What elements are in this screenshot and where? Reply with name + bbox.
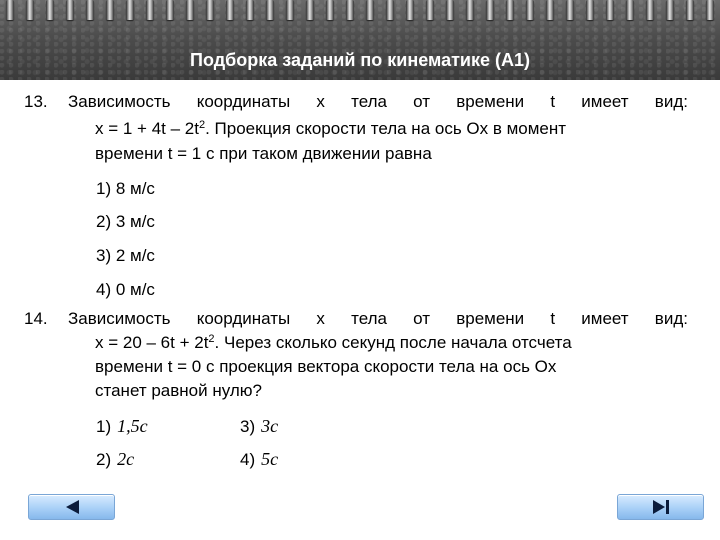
- binding-ring: [66, 0, 74, 20]
- binding-ring: [486, 0, 494, 20]
- option-label: 3): [240, 417, 256, 436]
- binding-ring: [566, 0, 574, 20]
- option-value: 5с: [261, 449, 279, 469]
- binding-ring: [586, 0, 594, 20]
- option-value: 2с: [117, 449, 135, 469]
- binding-ring: [666, 0, 674, 20]
- option-label: 4): [240, 450, 256, 469]
- option-label: 2): [96, 450, 112, 469]
- formula-exponent: 2: [198, 119, 206, 131]
- option-label: 1): [96, 417, 112, 436]
- binding-ring: [86, 0, 94, 20]
- answer-option-4: 4) 0 м/с: [96, 280, 155, 299]
- answer-option-3: 3) 2 м/с: [96, 246, 155, 265]
- binding-ring: [706, 0, 714, 20]
- binding-ring: [146, 0, 154, 20]
- question-text: . Через сколько секунд после начала отсчета: [214, 333, 572, 352]
- binding-ring: [326, 0, 334, 20]
- question-word: х: [316, 92, 325, 111]
- binding-ring: [406, 0, 414, 20]
- answer-option-3: [240, 416, 278, 437]
- question-word: имеет: [581, 92, 629, 111]
- answer-option-2: 2) 3 м/с: [96, 212, 155, 231]
- binding-ring: [6, 0, 14, 20]
- formula: х = 1 + 4t – 2t: [95, 119, 199, 138]
- binding-ring: [126, 0, 134, 20]
- question-word: t: [550, 92, 556, 111]
- option-value: 3с: [261, 416, 279, 436]
- formula: х = 20 – 6t + 2t: [95, 333, 209, 352]
- question-word: тела: [351, 92, 387, 111]
- binding-ring: [626, 0, 634, 20]
- skip-forward-icon: [650, 499, 672, 515]
- binding-ring: [546, 0, 554, 20]
- question-line: станет равной нулю?: [95, 381, 262, 400]
- question-line: [68, 92, 688, 112]
- question-word: Зависимость: [68, 309, 171, 328]
- question-word: от: [413, 309, 431, 328]
- answer-option-4: [240, 449, 278, 470]
- question-word: времени: [456, 92, 525, 111]
- question-word: от: [413, 92, 431, 111]
- slide-title: Подборка заданий по кинематике (А1): [190, 50, 530, 70]
- play-left-icon: [63, 499, 81, 515]
- binding-ring: [26, 0, 34, 20]
- question-text: . Проекция скорости тела на ось Оx в момент: [205, 119, 567, 138]
- task-number: 13.: [24, 92, 48, 111]
- question-word: тела: [351, 309, 387, 328]
- binding-ring: [466, 0, 474, 20]
- answer-option-1: [96, 416, 148, 437]
- question-word: координаты: [196, 309, 291, 328]
- question-line: [68, 309, 688, 329]
- binding-ring: [226, 0, 234, 20]
- binding-ring: [46, 0, 54, 20]
- question-word: вид:: [654, 92, 688, 111]
- binding-ring: [386, 0, 394, 20]
- question-line: времени t = 0 с проекция вектора скорости тела на ось Оx: [95, 357, 557, 376]
- binding-ring: [606, 0, 614, 20]
- binding-ring: [426, 0, 434, 20]
- binding-ring: [446, 0, 454, 20]
- spiral-binding: [6, 0, 714, 20]
- slide-header: [0, 0, 720, 80]
- task-number: 14.: [24, 309, 48, 328]
- binding-ring: [506, 0, 514, 20]
- binding-ring: [306, 0, 314, 20]
- question-word: имеет: [581, 309, 629, 328]
- last-slide-button[interactable]: [617, 494, 704, 520]
- question-word: t: [550, 309, 556, 328]
- binding-ring: [266, 0, 274, 20]
- binding-ring: [246, 0, 254, 20]
- question-formula-line: [95, 333, 572, 353]
- question-word: вид:: [654, 309, 688, 328]
- binding-ring: [166, 0, 174, 20]
- previous-slide-button[interactable]: [28, 494, 115, 520]
- question-word: х: [316, 309, 325, 328]
- answer-option-2: [96, 449, 134, 470]
- binding-ring: [646, 0, 654, 20]
- binding-ring: [686, 0, 694, 20]
- binding-ring: [106, 0, 114, 20]
- binding-ring: [286, 0, 294, 20]
- option-value: 1,5с: [117, 416, 148, 436]
- binding-ring: [186, 0, 194, 20]
- binding-ring: [206, 0, 214, 20]
- binding-ring: [346, 0, 354, 20]
- binding-ring: [366, 0, 374, 20]
- question-formula-line: [95, 119, 566, 139]
- question-word: Зависимость: [68, 92, 171, 111]
- answer-option-1: 1) 8 м/с: [96, 179, 155, 198]
- binding-ring: [526, 0, 534, 20]
- formula-exponent: 2: [208, 333, 215, 345]
- question-word: координаты: [196, 92, 291, 111]
- question-line: времени t = 1 с при таком движении равна: [95, 144, 432, 163]
- question-word: времени: [456, 309, 525, 328]
